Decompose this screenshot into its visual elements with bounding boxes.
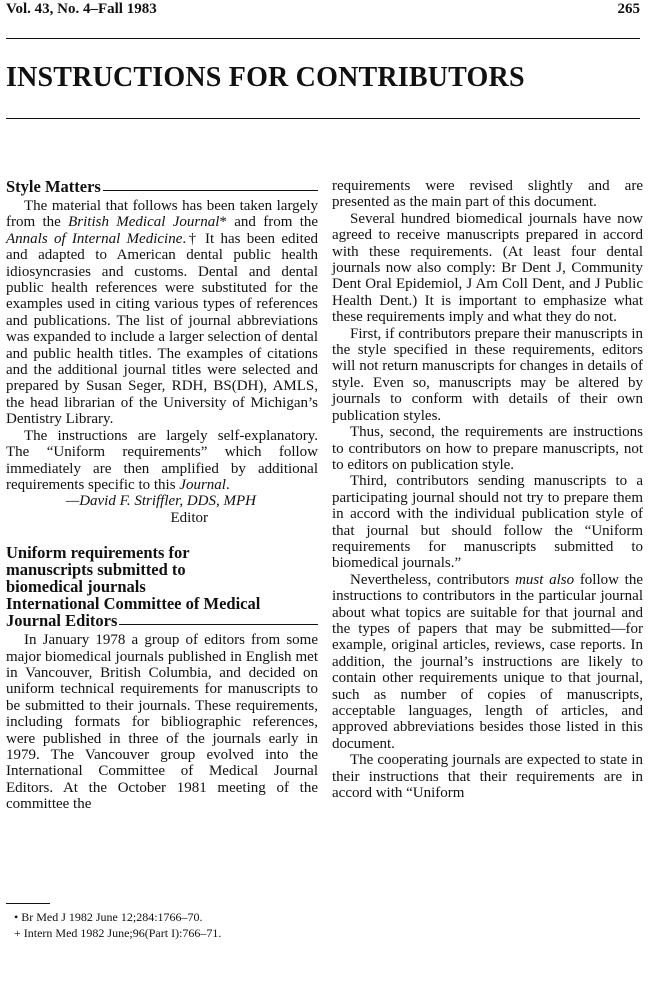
paragraph-cooperating: The cooperating journals are expected to state in their instructions that their requirements are in accord with “Uniform xyxy=(332,752,643,802)
footnote-1: • Br Med J 1982 June 12;284:1766–70. xyxy=(14,910,203,924)
page-title: INSTRUCTIONS FOR CONTRIBUTORS xyxy=(6,62,525,93)
style-matters-paragraph-1: The material that follows has been taken largely from the British Medical Journal* and from the Annals of Internal Medicine.† It has been edited and adapted to American dental public health idiosyncrasies and customs. Dental and dental public health references were substituted for the examples used in citing various types of references and publications. The list of journal abbreviations was expanded to include a larger selection of dental and public health titles. The examples of citations and the additional journal titles were selected and prepared by Susan Seger, RDH, BS(DH), AMLS, the head librarian of the University of Michigan’s Dentistry Library. xyxy=(6,198,319,428)
paragraph-nevertheless: Nevertheless, contributors must also follow the instructions to contributors in the particular journal about what topics are suitable for that journal and the types of papers that may be submitted—for example, original articles, reviews, case reports. In addition, the journal’s instructions are likely to contain other requirements unique to that journal, such as number of copies of manuscripts, acceptable languages, length of articles, and approved abbreviations besides those listed in this document. xyxy=(332,571,643,752)
footnotes xyxy=(6,909,318,941)
signature xyxy=(6,493,318,526)
paragraph-first: First, if contributors prepare their manuscripts in the style specified in these requirements, editors will not return manuscripts for changes in details of style. Even so, manuscripts may be altered by journals to conform with details of their own publication styles. xyxy=(332,325,643,424)
right-column xyxy=(332,178,643,801)
uniform-requirements-heading: Uniform requirements for manuscripts submitted to biomedical journals International Committee of Medical Journal Editors xyxy=(6,544,318,629)
volume-issue: Vol. 43, No. 4–Fall 1983 xyxy=(6,1,157,17)
uniform-paragraph-1: In January 1978 a group of editors from some major biomedical journals published in English met in Vancouver, British Columbia, and decided on uniform technical requirements for manuscripts to be submitted to their journals. These requirements, including formats for bibliographic references, were published in three of the journals early in 1979. The Vancouver group evolved into the International Committee of Medical Journal Editors. At the October 1981 meeting of the committee the xyxy=(6,632,318,813)
paragraph-several-hundred: Several hundred biomedical journals have now agreed to receive manuscripts prepared in accord with these requirements. (At least four dental journals now also comply: Br Dent J, Community Dent Oral Epidemiol, J Am Coll Dent, and J Public Health Dent.) It is important to emphasize what these requirements imply and what they do not. xyxy=(332,210,643,326)
footnote-rule xyxy=(6,903,50,904)
page-number: 265 xyxy=(617,1,640,17)
signature-name: —David F. Striffler, DDS, MPH xyxy=(65,493,256,510)
style-matters-paragraph-2: The instructions are largely self-explanatory. The “Uniform requirements” which follow immediately are then amplified by additional requirements specific to this Journal. xyxy=(6,427,318,493)
running-head xyxy=(6,0,640,20)
left-column xyxy=(6,178,318,813)
style-matters-heading: Style Matters xyxy=(6,178,318,195)
paragraph-continued: requirements were revised slightly and are presented as the main part of this document. xyxy=(332,178,643,211)
top-rule xyxy=(6,38,640,39)
signature-role: Editor xyxy=(170,509,208,526)
title-rule xyxy=(6,118,640,119)
paragraph-third: Third, contributors sending manuscripts to a participating journal should not try to prepare them in accord with the individual publication style of that journal but should follow the “Uniform requirements for manuscripts submitted to biomedical journals.” xyxy=(332,473,643,572)
footnote-2: + Intern Med 1982 June;96(Part I):766–71. xyxy=(14,926,222,940)
paragraph-second: Thus, second, the requirements are instructions to contributors on how to prepare manuscripts, not to editors on publication style. xyxy=(332,424,643,473)
